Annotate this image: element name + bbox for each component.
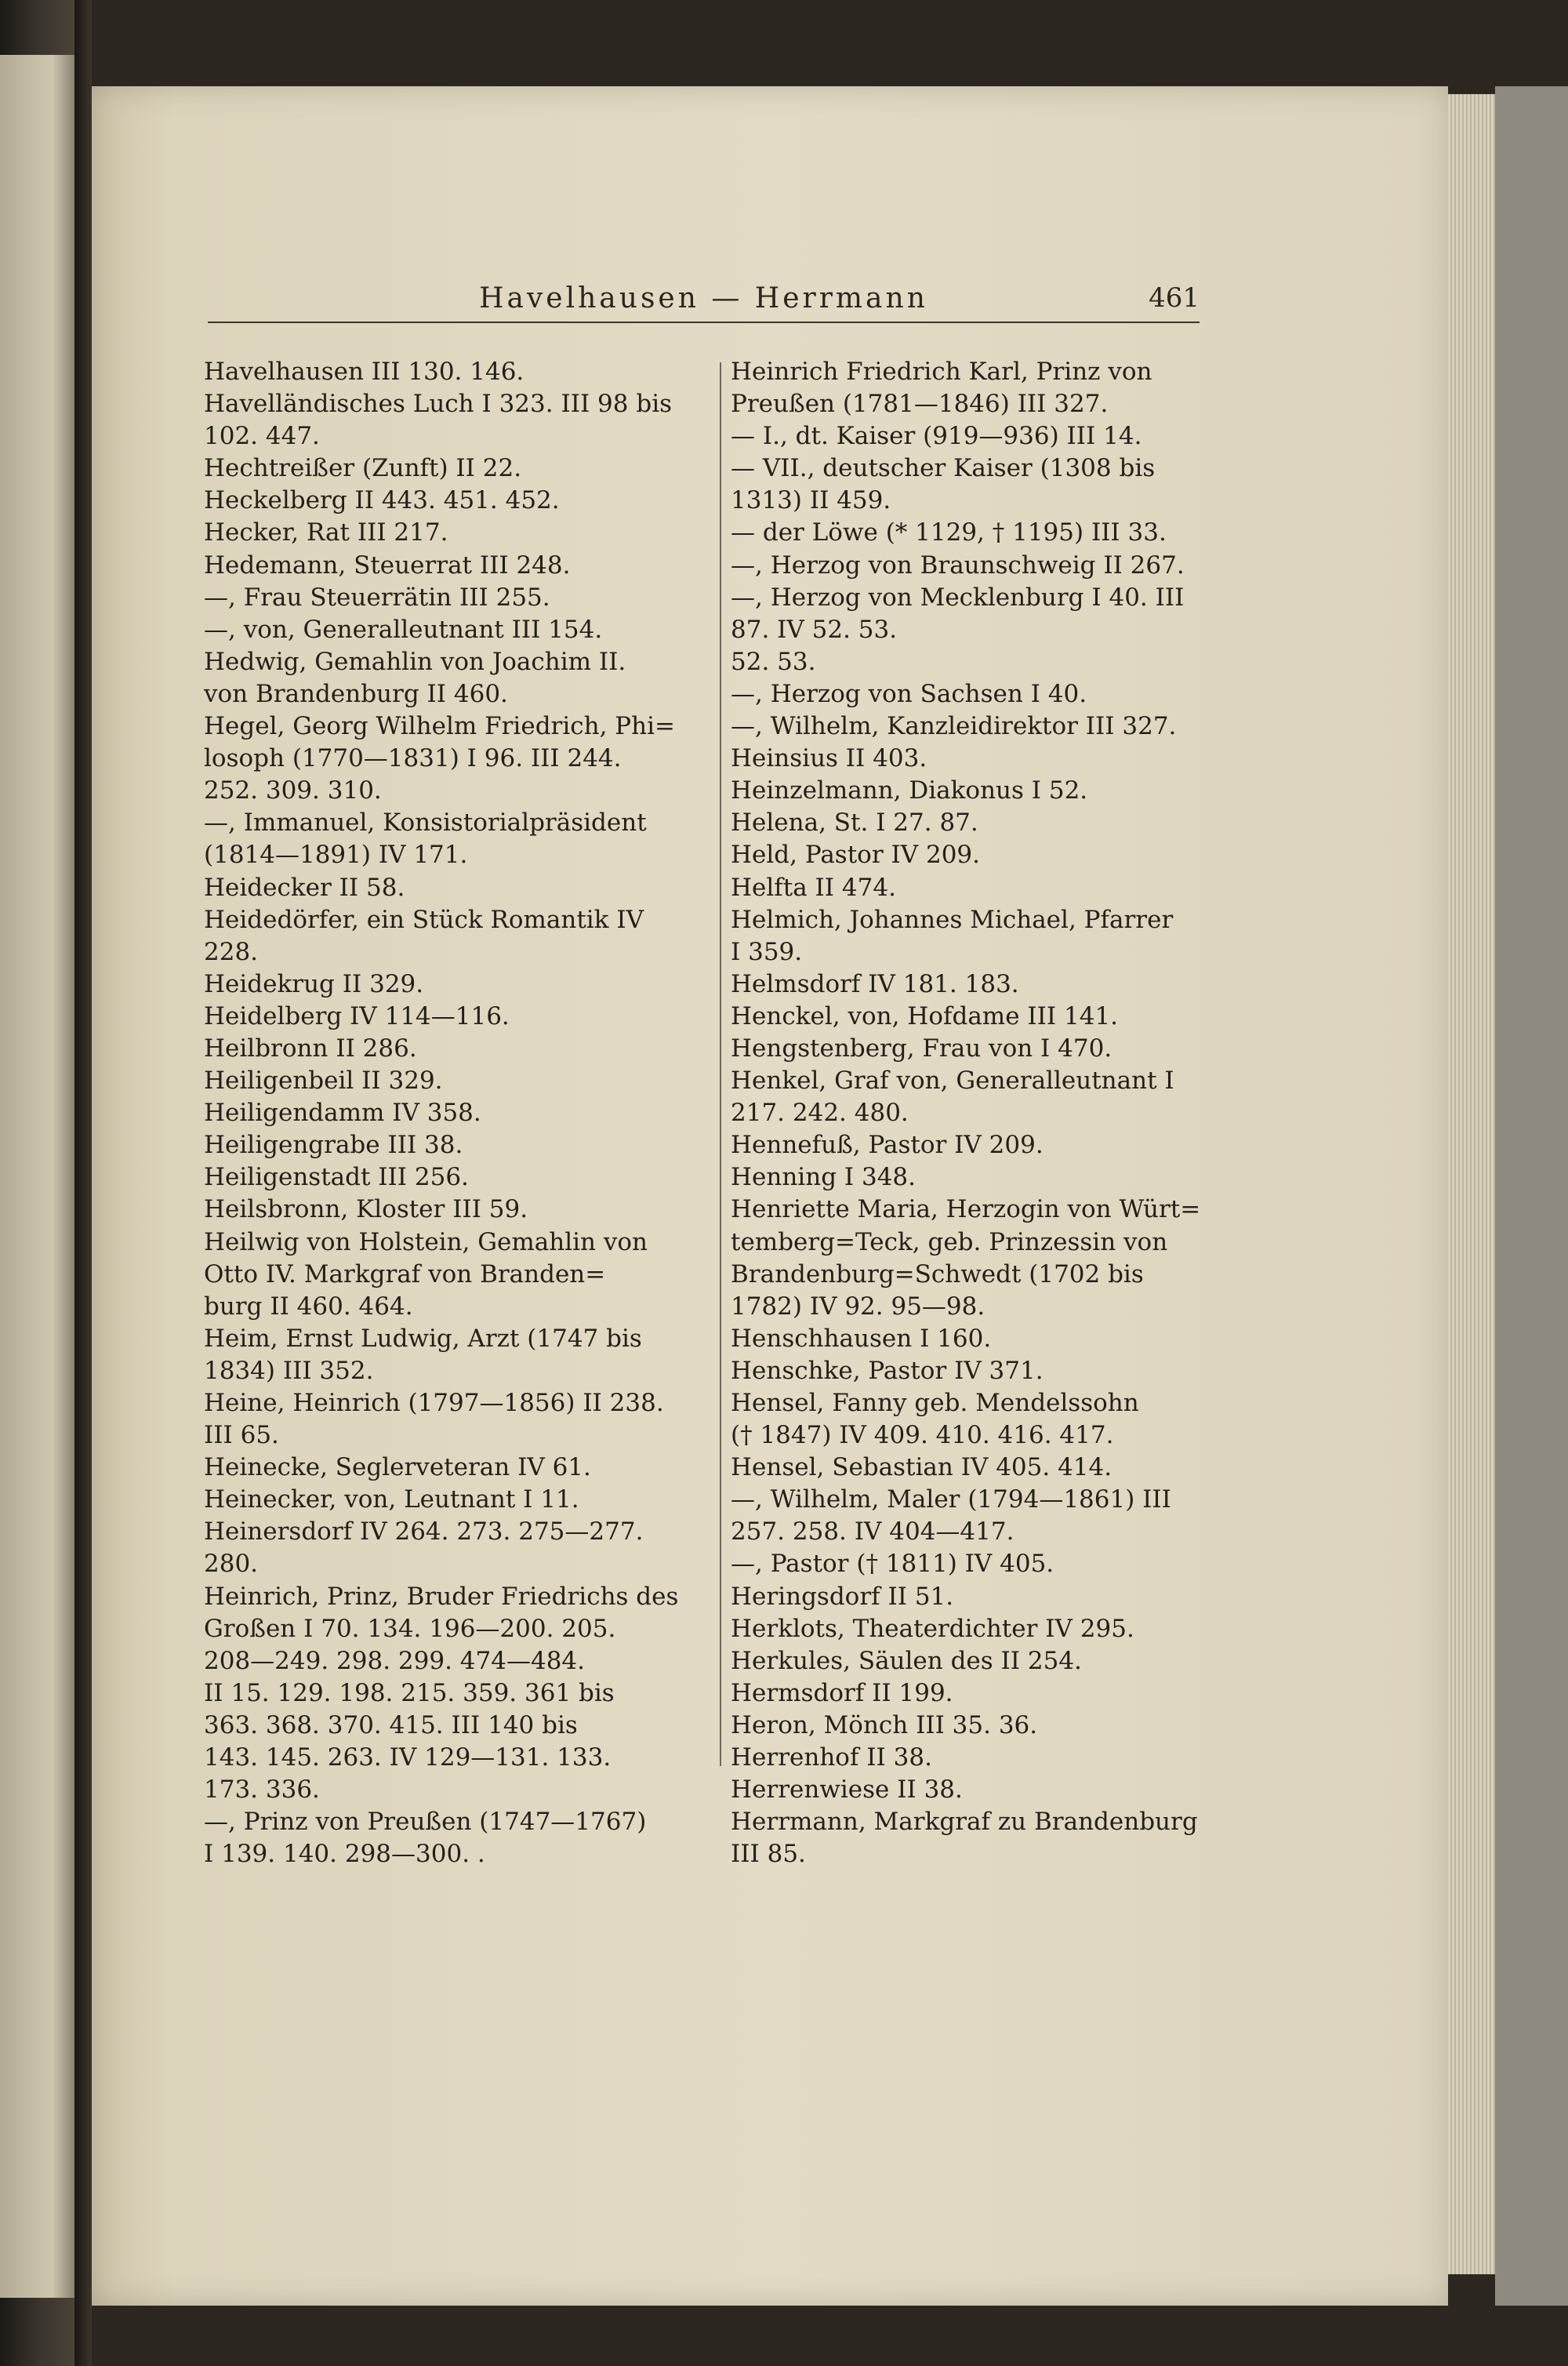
index-entry-line: Heiligendamm IV 358.: [204, 1099, 481, 1128]
index-entry-line: Heiligengrabe III 38.: [204, 1131, 463, 1160]
index-entry-line: 173. 336.: [204, 1775, 320, 1804]
index-entry-line: Henriette Maria, Herzogin von Würt=: [731, 1195, 1201, 1224]
index-entry-line: Held, Pastor IV 209.: [731, 841, 981, 870]
index-entry-line: 87. IV 52. 53.: [731, 615, 898, 644]
running-header: [208, 282, 1200, 320]
index-entry-line: 252. 309. 310.: [204, 776, 382, 805]
index-entry-line: — der Löwe (* 1129, † 1195) III 33.: [731, 518, 1167, 547]
index-entry-line: Hennefuß, Pastor IV 209.: [731, 1131, 1044, 1160]
index-entry-line: Heinecke, Seglerveteran IV 61.: [204, 1453, 591, 1482]
index-entry-line: Hermsdorf II 199.: [731, 1678, 953, 1707]
index-entry-line: Hensel, Fanny geb. Mendelssohn: [731, 1389, 1139, 1417]
index-entry-line: Hensel, Sebastian IV 405. 414.: [731, 1453, 1112, 1482]
book-gutter: [74, 0, 92, 2366]
index-entry-line: Heiligenbeil II 329.: [204, 1067, 443, 1096]
index-entry-line: III 65.: [204, 1421, 279, 1450]
index-entry-line: Henning I 348.: [731, 1163, 916, 1192]
index-entry-line: Heinecker, von, Leutnant I 11.: [204, 1485, 579, 1514]
index-entry-line: —, Pastor († 1811) IV 405.: [731, 1550, 1054, 1579]
index-entry-line: Heinrich, Prinz, Bruder Friedrichs des: [204, 1582, 679, 1611]
index-entry-line: Heckelberg II 443. 451. 452.: [204, 486, 560, 515]
index-entry-line: 257. 258. IV 404—417.: [731, 1517, 1014, 1546]
index-entry-line: († 1847) IV 409. 410. 416. 417.: [731, 1421, 1114, 1450]
index-entry-line: Herrenwiese II 38.: [731, 1775, 963, 1804]
column-divider: [720, 362, 721, 1766]
index-entry-line: I 359.: [731, 937, 803, 966]
index-entry-line: 1834) III 352.: [204, 1356, 374, 1385]
index-entry-line: Herrmann, Markgraf zu Brandenburg: [731, 1808, 1198, 1837]
index-entry-line: Heilbronn II 286.: [204, 1034, 417, 1063]
index-entry-line: —, Herzog von Sachsen I 40.: [731, 679, 1087, 708]
index-entry-line: Heinsius II 403.: [731, 744, 927, 773]
index-entry-line: III 85.: [731, 1840, 806, 1869]
page-edges: [1448, 94, 1495, 2274]
index-entry-line: Brandenburg=Schwedt (1702 bis: [731, 1259, 1144, 1288]
index-entry-line: —, Frau Steuerrätin III 255.: [204, 583, 550, 612]
index-entry-line: Helfta II 474.: [731, 873, 896, 902]
index-entry-line: 217. 242. 480.: [731, 1099, 909, 1128]
index-entry-line: Herkules, Säulen des II 254.: [731, 1646, 1082, 1675]
index-entry-line: 143. 145. 263. IV 129—131. 133.: [204, 1743, 612, 1772]
index-entry-line: Heinrich Friedrich Karl, Prinz von: [731, 358, 1152, 386]
header-rule: [208, 322, 1200, 323]
index-entry-line: Herklots, Theaterdichter IV 295.: [731, 1614, 1134, 1643]
page-number: 461: [1149, 282, 1200, 314]
index-entry-line: Henkel, Graf von, Generalleutnant I: [731, 1067, 1174, 1096]
index-entry-line: burg II 460. 464.: [204, 1292, 413, 1321]
index-entry-line: Helmsdorf IV 181. 183.: [731, 969, 1019, 998]
index-entry-line: —, Immanuel, Konsistorialpräsident: [204, 809, 647, 838]
index-entry-line: 1313) II 459.: [731, 486, 891, 515]
index-entry-line: II 15. 129. 198. 215. 359. 361 bis: [204, 1678, 615, 1707]
index-entry-line: Hengstenberg, Frau von I 470.: [731, 1034, 1112, 1063]
index-entry-line: Hedemann, Steuerrat III 248.: [204, 551, 571, 580]
index-entry-line: —, von, Generalleutnant III 154.: [204, 615, 603, 644]
index-entry-line: Heine, Heinrich (1797—1856) II 238.: [204, 1389, 664, 1417]
index-entry-line: 102. 447.: [204, 422, 320, 451]
index-entry-line: I 139. 140. 298—300. .: [204, 1840, 485, 1869]
index-entry-line: Heinzelmann, Diakonus I 52.: [731, 776, 1088, 805]
index-entry-line: 363. 368. 370. 415. III 140 bis: [204, 1710, 578, 1739]
index-entry-line: —, Herzog von Braunschweig II 267.: [731, 551, 1185, 580]
index-entry-line: losoph (1770—1831) I 96. III 244.: [204, 744, 622, 773]
left-page-strip: [0, 55, 74, 2298]
index-entry-line: Heilsbronn, Kloster III 59.: [204, 1195, 528, 1224]
index-entry-line: Henschhausen I 160.: [731, 1324, 992, 1353]
index-entry-line: (1814—1891) IV 171.: [204, 841, 468, 870]
index-entry-line: 280.: [204, 1550, 259, 1579]
index-entry-line: von Brandenburg II 460.: [204, 679, 508, 708]
index-entry-line: Henckel, von, Hofdame III 141.: [731, 1001, 1119, 1030]
index-entry-line: 52. 53.: [731, 647, 816, 676]
index-entry-line: Helmich, Johannes Michael, Pfarrer: [731, 905, 1174, 934]
index-entry-line: Otto IV. Markgraf von Branden=: [204, 1259, 606, 1288]
index-entry-line: Havelländisches Luch I 323. III 98 bis: [204, 390, 673, 419]
index-entry-line: —, Wilhelm, Kanzleidirektor III 327.: [731, 712, 1177, 741]
book-cover-board: [1495, 86, 1568, 2306]
index-entry-line: Hedwig, Gemahlin von Joachim II.: [204, 647, 626, 676]
index-entry-line: Heinersdorf IV 264. 273. 275—277.: [204, 1517, 644, 1546]
index-entry-line: Heilwig von Holstein, Gemahlin von: [204, 1227, 648, 1256]
index-entry-line: Heringsdorf II 51.: [731, 1582, 954, 1611]
index-entry-line: Hechtreißer (Zunft) II 22.: [204, 454, 522, 483]
index-entry-line: Heiligenstadt III 256.: [204, 1163, 469, 1192]
index-entry-line: —, Prinz von Preußen (1747—1767): [204, 1808, 647, 1837]
index-entry-line: Hecker, Rat III 217.: [204, 518, 448, 547]
left-index-column: [204, 356, 706, 1870]
index-entry-line: Heidecker II 58.: [204, 873, 405, 902]
index-entry-line: Hegel, Georg Wilhelm Friedrich, Phi=: [204, 712, 676, 741]
index-entry-line: —, Wilhelm, Maler (1794—1861) III: [731, 1485, 1171, 1514]
index-entry-line: —, Herzog von Mecklenburg I 40. III: [731, 583, 1185, 612]
index-entry-line: Heron, Mönch III 35. 36.: [731, 1710, 1038, 1739]
index-entry-line: Großen I 70. 134. 196—200. 205.: [204, 1614, 616, 1643]
index-entry-line: 228.: [204, 937, 259, 966]
index-entry-line: Heim, Ernst Ludwig, Arzt (1747 bis: [204, 1324, 642, 1353]
index-entry-line: 1782) IV 92. 95—98.: [731, 1292, 985, 1321]
index-entry-line: Heidedörfer, ein Stück Romantik IV: [204, 905, 644, 934]
index-entry-line: Henschke, Pastor IV 371.: [731, 1356, 1044, 1385]
index-entry-line: 208—249. 298. 299. 474—484.: [204, 1646, 585, 1675]
index-entry-line: Havelhausen III 130. 146.: [204, 358, 524, 386]
index-entry-line: Herrenhof II 38.: [731, 1743, 932, 1772]
index-entry-line: Heidekrug II 329.: [204, 969, 424, 998]
index-entry-line: — VII., deutscher Kaiser (1308 bis: [731, 454, 1156, 483]
header-title: Havelhausen — Herrmann: [479, 282, 928, 314]
index-entry-line: Helena, St. I 27. 87.: [731, 809, 978, 838]
index-entry-line: Heidelberg IV 114—116.: [204, 1001, 510, 1030]
index-entry-line: — I., dt. Kaiser (919—936) III 14.: [731, 422, 1142, 451]
right-index-column: [731, 356, 1201, 1870]
index-entry-line: temberg=Teck, geb. Prinzessin von: [731, 1227, 1168, 1256]
index-entry-line: Preußen (1781—1846) III 327.: [731, 390, 1109, 419]
